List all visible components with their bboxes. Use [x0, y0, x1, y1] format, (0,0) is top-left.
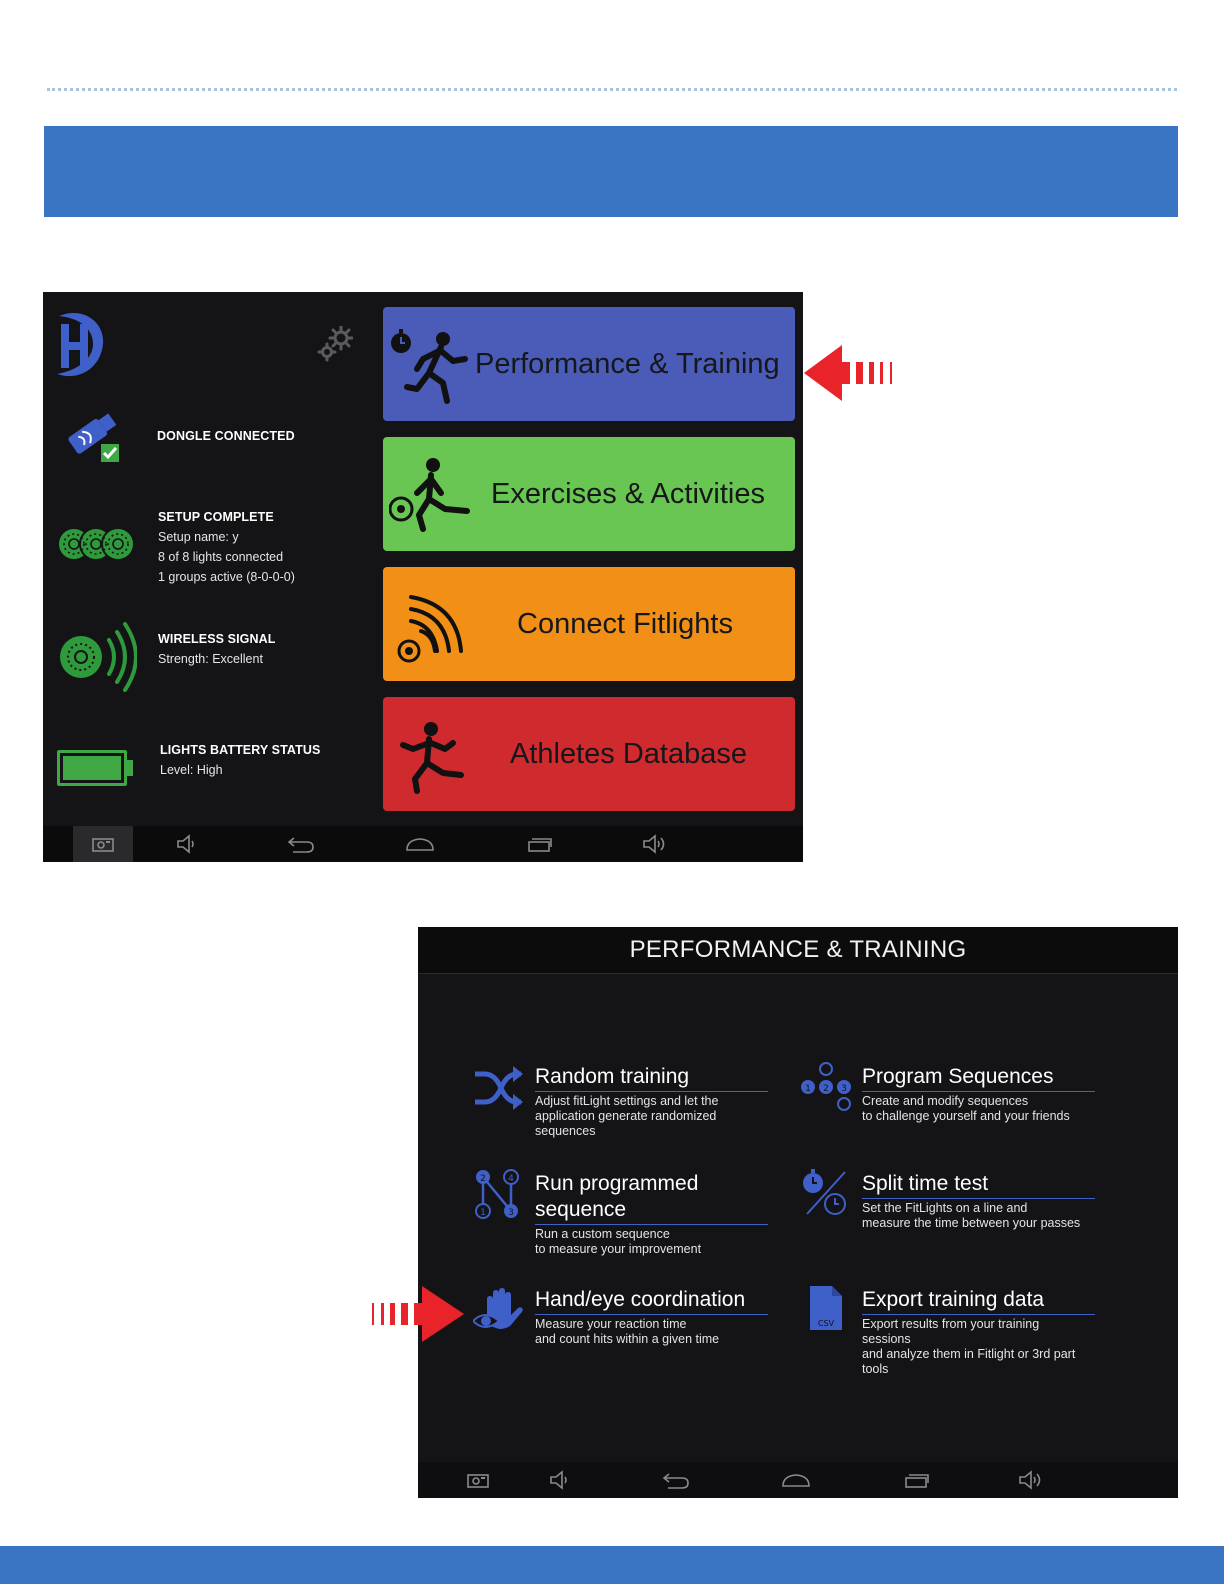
volume-up-icon[interactable] [1001, 1462, 1061, 1498]
battery-status-title: LIGHTS BATTERY STATUS [160, 743, 321, 757]
dongle-status-title: DONGLE CONNECTED [157, 429, 295, 443]
program-sequences-title: Program Sequences [862, 1064, 1095, 1092]
hand-eye-title: Hand/eye coordination [535, 1287, 768, 1315]
export-desc-2: sessions [862, 1332, 911, 1346]
shuffle-icon [473, 1066, 523, 1110]
tile-performance-training[interactable] [383, 307, 795, 421]
battery-level-fill [63, 756, 121, 780]
hand-eye-icon [473, 1287, 527, 1333]
option-export-training-data[interactable] [862, 1287, 1095, 1377]
split-time-desc-2: measure the time between your passes [862, 1216, 1081, 1230]
export-desc-1: Export results from your training [862, 1317, 1040, 1331]
signal-waves-icon [395, 589, 475, 665]
split-time-desc-1: Set the FitLights on a line and [862, 1201, 1028, 1215]
volume-down-icon[interactable] [531, 1462, 591, 1498]
run-programmed-desc-1: Run a custom sequence [535, 1227, 670, 1241]
export-desc-3: and analyze them in Fitlight or 3rd part [862, 1347, 1076, 1361]
recent-apps-icon[interactable] [510, 826, 570, 862]
export-title: Export training data [862, 1287, 1095, 1315]
export-desc-4: tools [862, 1362, 889, 1376]
split-timers-icon [801, 1168, 849, 1218]
sequence-nodes-icon [800, 1061, 852, 1111]
lights-connected: 8 of 8 lights connected [158, 550, 284, 564]
option-random-training[interactable] [535, 1064, 768, 1139]
pointer-arrow-right [370, 1286, 470, 1342]
gear-icon[interactable] [317, 326, 353, 362]
option-program-sequences[interactable] [862, 1064, 1095, 1124]
athlete-running-icon [397, 719, 469, 795]
run-programmed-title-1: Run programmed [535, 1172, 699, 1195]
option-run-programmed-sequence[interactable] [535, 1171, 768, 1257]
fitlight-logo [53, 308, 105, 380]
csv-file-icon [808, 1284, 844, 1332]
svg-text:2: 2 [823, 1084, 829, 1094]
setup-name: Setup name: y [158, 530, 239, 544]
svg-text:3: 3 [508, 1208, 514, 1218]
hand-eye-desc-2: and count hits within a given time [535, 1332, 720, 1346]
program-sequences-desc-2: to challenge yourself and your friends [862, 1109, 1070, 1123]
tile-athletes-label: Athletes Database [510, 737, 747, 770]
wireless-signal-icon [57, 618, 137, 696]
numbered-path-icon [473, 1169, 523, 1219]
run-programmed-title-2: sequence [535, 1198, 627, 1221]
setup-status-title: SETUP COMPLETE [158, 510, 274, 524]
svg-text:4: 4 [508, 1174, 514, 1184]
pointer-arrow-left [804, 345, 904, 401]
svg-text:2: 2 [480, 1174, 486, 1184]
fitlights-group-icon [58, 526, 136, 562]
svg-text:1: 1 [805, 1084, 811, 1094]
tile-exercises-label: Exercises & Activities [491, 477, 765, 510]
runner-stopwatch-icon [389, 329, 471, 405]
usb-dongle-check-icon [63, 408, 123, 464]
back-icon[interactable] [271, 826, 331, 862]
run-programmed-desc-2: to measure your improvement [535, 1242, 702, 1256]
back-icon[interactable] [646, 1462, 706, 1498]
split-time-title: Split time test [862, 1171, 1095, 1199]
header-banner [44, 126, 1178, 217]
tile-connect-fitlights[interactable] [383, 567, 795, 681]
tile-connect-label: Connect Fitlights [517, 607, 733, 640]
home-icon[interactable] [766, 1462, 826, 1498]
random-training-desc-2: application generate randomized [535, 1109, 717, 1123]
screenshot-icon[interactable] [448, 1462, 508, 1498]
screen-title: PERFORMANCE & TRAINING [418, 927, 1178, 974]
main-screen [43, 292, 803, 862]
random-training-title: Random training [535, 1064, 768, 1092]
status-panel [43, 292, 373, 826]
tile-athletes-database[interactable] [383, 697, 795, 811]
random-training-desc-1: Adjust fitLight settings and let the [535, 1094, 719, 1108]
groups-active: 1 groups active (8-0-0-0) [158, 570, 295, 584]
svg-text:1: 1 [480, 1208, 486, 1218]
performance-training-screen [418, 927, 1178, 1498]
footer-bar [0, 1546, 1224, 1584]
svg-text:3: 3 [841, 1084, 847, 1094]
wireless-strength: Strength: Excellent [158, 652, 263, 666]
android-nav-bar-2 [418, 1462, 1178, 1498]
csv-file-label: CSV [817, 1319, 835, 1328]
hand-eye-desc-1: Measure your reaction time [535, 1317, 687, 1331]
dotted-divider [47, 88, 1177, 91]
tile-performance-label: Performance & Training [475, 347, 780, 380]
volume-down-icon[interactable] [158, 826, 218, 862]
recent-apps-icon[interactable] [887, 1462, 947, 1498]
program-sequences-desc-1: Create and modify sequences [862, 1094, 1029, 1108]
tile-exercises-activities[interactable] [383, 437, 795, 551]
home-icon[interactable] [390, 826, 450, 862]
battery-level: Level: High [160, 763, 223, 777]
random-training-desc-3: sequences [535, 1124, 596, 1138]
battery-full-icon [57, 750, 135, 790]
runner-light-icon [389, 457, 471, 537]
volume-up-icon[interactable] [625, 826, 685, 862]
screenshot-icon[interactable] [73, 826, 133, 862]
wireless-status-title: WIRELESS SIGNAL [158, 632, 276, 646]
option-split-time-test[interactable] [862, 1171, 1095, 1231]
option-hand-eye-coordination[interactable] [535, 1287, 768, 1347]
android-nav-bar [43, 826, 803, 862]
